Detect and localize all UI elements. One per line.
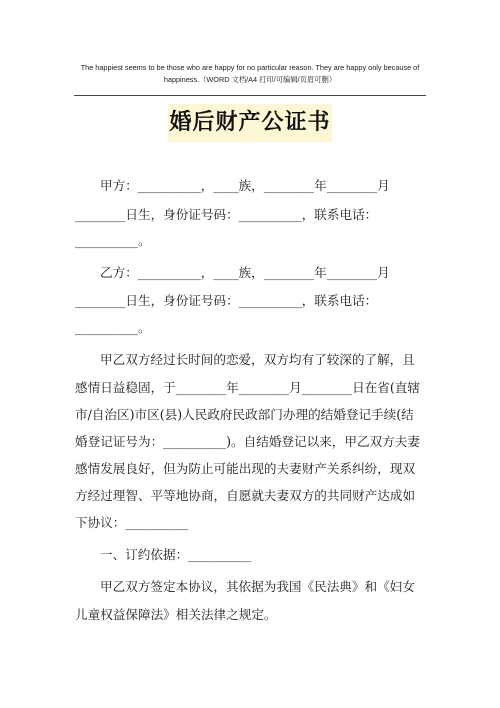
section-1-line-2: 儿童权益保障法》相关法律之规定。 xyxy=(75,607,277,622)
intro-line-7: 下协议：__________ xyxy=(75,515,189,530)
party-b-line-2: ________日生，身份证号码：__________，联系电话： xyxy=(75,293,378,308)
intro-line-2: 感情日益稳固，于________年________月________日在省(直辖 xyxy=(75,380,420,395)
intro-line-5: 感情发展良好，但为防止可能出现的夫妻财产关系纠纷，现双 xyxy=(75,461,416,476)
document-title: 婚后财产公证书 xyxy=(169,110,331,135)
intro-line-4: 婚登记证号为：__________)。自结婚登记以来，甲乙双方夫妻 xyxy=(75,434,420,449)
header-divider xyxy=(74,95,426,96)
header-line-1: The happiest seems to be those who are happy for no particular reason. They are happy only because of xyxy=(80,63,420,72)
section-1-heading: 一、订约依据：__________ xyxy=(100,547,252,562)
party-b-line-1: 乙方：__________，____族，________年________月 xyxy=(100,265,390,280)
party-a-line-3: __________。 xyxy=(75,233,151,248)
section-1-line-1: 甲乙双方签定本协议，其依据为我国《民法典》和《妇女 xyxy=(100,579,415,594)
intro-line-1: 甲乙双方经过长时间的恋爱，双方均有了较深的了解，且 xyxy=(100,352,415,367)
page-header xyxy=(60,62,440,86)
intro-line-3: 市/自治区)市区(县)人民政府民政部门办理的结婚登记手续(结 xyxy=(75,407,414,422)
party-b-line-3: __________。 xyxy=(75,320,151,335)
header-line-2: happiness.（WORD 文档/A4 打印/可编辑/页眉可删） xyxy=(163,75,337,84)
intro-line-6: 方经过理智、平等地协商，自愿就夫妻双方的共同财产达成如 xyxy=(75,488,416,503)
party-a-line-1: 甲方：__________，____族，________年________月 xyxy=(100,178,390,193)
party-a-line-2: ________日生，身份证号码：__________，联系电话： xyxy=(75,207,378,222)
